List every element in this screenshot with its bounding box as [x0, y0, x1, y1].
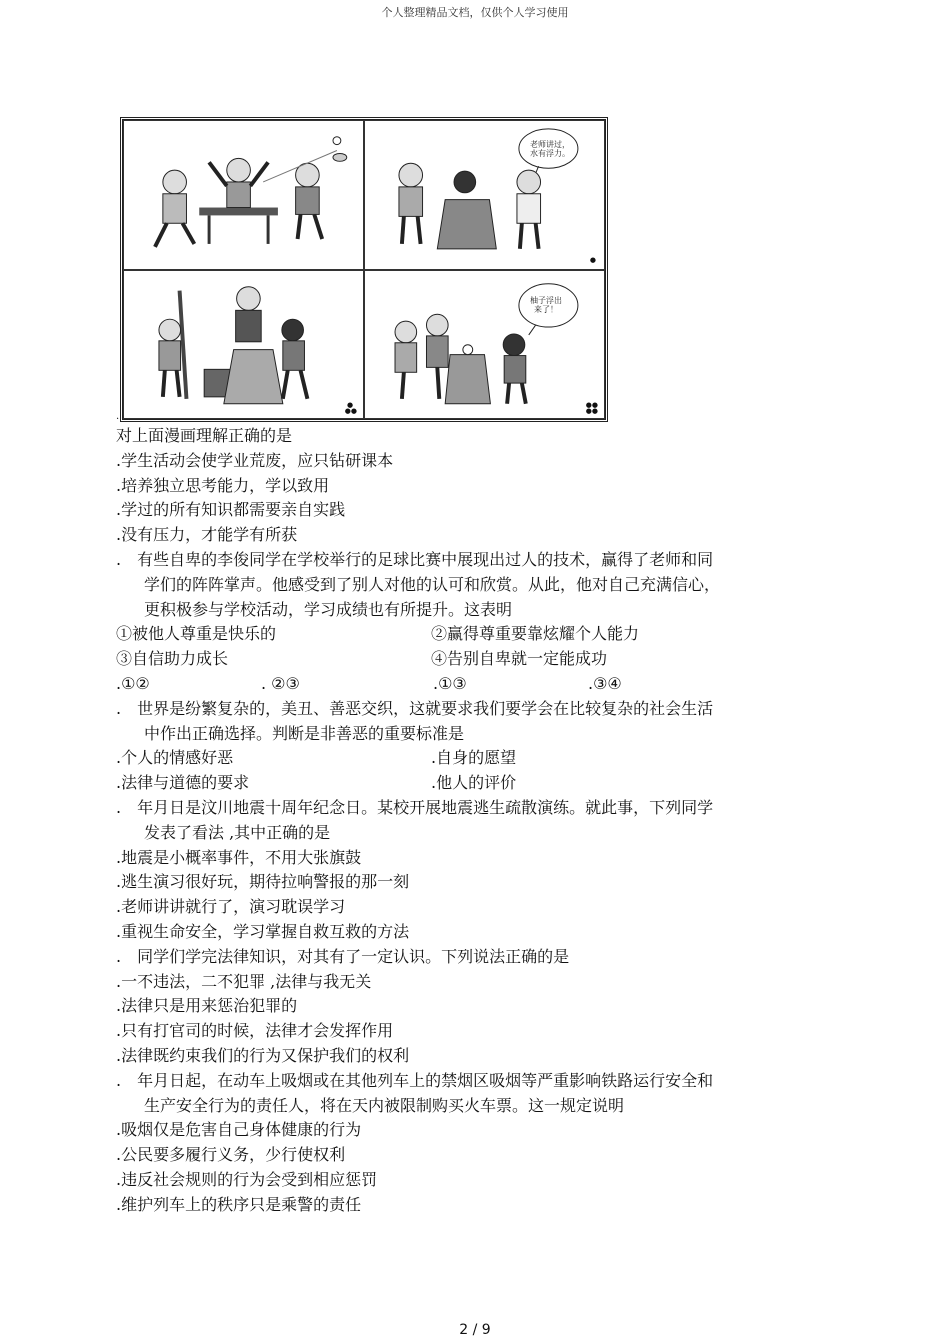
q3-option-c: .法律与道德的要求 [116, 773, 250, 793]
q2-stem-line-3: 更积极参与学校活动，学习成绩也有所提升。这表明 [144, 599, 513, 619]
panel-4-dot-marker: ●● ●● [585, 401, 598, 415]
q3-stem-line-1: . 世界是纷繁复杂的，美丑、善恶交织，这就要求我们要学会在比较复杂的社会生活 [116, 698, 714, 718]
comic-strip [120, 117, 608, 422]
q2-option-b: . ②③ [261, 673, 300, 693]
q2-statement-2: ②赢得尊重要靠炫耀个人能力 [431, 624, 640, 644]
panel-3-dot-marker: ● ●● [344, 401, 357, 415]
comic-panel-3-drawing [124, 271, 363, 419]
q6-stem-line-2: 生产安全行为的责任人，将在天内被限制购买火车票。这一规定说明 [144, 1095, 625, 1115]
q6-option-c: .违反社会规则的行为会受到相应惩罚 [116, 1169, 378, 1189]
q2-options-row [116, 672, 806, 697]
speech-bubble-1: 老师讲过， 水有浮力。 [530, 140, 570, 158]
q3-stem-line-2: 中作出正确选择。判断是非善恶的重要标准是 [144, 723, 465, 743]
q1-option-c: .学过的所有知识都需要亲自实践 [116, 500, 346, 520]
q3-option-b: .自身的愿望 [431, 748, 517, 768]
comic-panel-1 [123, 120, 364, 270]
q1-option-d: .没有压力，才能学有所获 [116, 525, 298, 545]
q2-option-c: .①③ [433, 673, 467, 693]
q4-option-a: .地震是小概率事件，不用大张旗鼓 [116, 847, 362, 867]
q6-option-a: .吸烟仅是危害自己身体健康的行为 [116, 1120, 362, 1140]
q3-options-row-1 [116, 746, 806, 771]
speech-bubble-2: 柚子浮出 来了！ [530, 295, 562, 314]
q2-statements-row-1 [116, 622, 806, 647]
q6-option-d: .维护列车上的秩序只是乘警的责任 [116, 1194, 362, 1214]
q3-option-d: .他人的评价 [431, 773, 517, 793]
q2-statement-1: ①被他人尊重是快乐的 [116, 624, 277, 644]
q5-option-b: .法律只是用来惩治犯罪的 [116, 996, 298, 1016]
q1-option-b: .培养独立思考能力，学以致用 [116, 475, 330, 495]
q6-stem-line-1: . 年月日起，在动车上吸烟或在其他列车上的禁烟区吸烟等严重影响铁路运行安全和 [116, 1070, 714, 1090]
q4-option-c: .老师讲讲就行了，演习耽误学习 [116, 897, 346, 917]
q2-statements-row-2 [116, 647, 806, 672]
q4-stem-line-2: 发表了看法 ,其中正确的是 [144, 822, 331, 842]
comic-panel-4-drawing [365, 271, 604, 419]
q2-statement-4: ④告别自卑就一定能成功 [431, 649, 608, 669]
page-header: 个人整理精品文档，仅供个人学习使用 [381, 6, 569, 19]
q4-option-b: .逃生演习很好玩，期待拉响警报的那一刻 [116, 872, 410, 892]
q1-option-a: .学生活动会使学业荒废，应只钻研课本 [116, 450, 394, 470]
q3-option-a: .个人的情感好恶 [116, 748, 234, 768]
q3-options-row-2 [116, 771, 806, 796]
q2-option-a: .①② [116, 673, 150, 693]
comic-panel-4 [364, 270, 605, 420]
stray-dot: . [116, 411, 120, 422]
q5-stem: . 同学们学完法律知识，对其有了一定认识。下列说法正确的是 [116, 946, 570, 966]
q4-stem-line-1: . 年月日是汶川地震十周年纪念日。某校开展地震逃生疏散演练。就此事，下列同学 [116, 797, 714, 817]
comic-panel-3 [123, 270, 364, 420]
q2-stem-line-2: 学们的阵阵掌声。他感受到了别人对他的认可和欣赏。从此，他对自己充满信心， [144, 574, 721, 594]
panel-2-dot-marker: ● [589, 255, 596, 264]
question-content [116, 410, 806, 1218]
q2-stem-line-1: . 有些自卑的李俊同学在学校举行的足球比赛中展现出过人的技术，赢得了老师和同 [116, 549, 714, 569]
page-number: 2 / 9 [459, 1322, 491, 1338]
q6-option-b: .公民要多履行义务，少行使权利 [116, 1145, 346, 1165]
comic-panel-1-drawing [124, 121, 363, 269]
q5-option-a: .一不违法，二不犯罪 ,法律与我无关 [116, 971, 372, 991]
q4-option-d: .重视生命安全，学习掌握自救互救的方法 [116, 921, 410, 941]
q5-option-d: .法律既约束我们的行为又保护我们的权利 [116, 1045, 410, 1065]
q1-stem: 对上面漫画理解正确的是 [116, 426, 293, 445]
q2-option-d: .③④ [588, 673, 622, 693]
comic-panel-2 [364, 120, 605, 270]
q5-option-c: .只有打官司的时候，法律才会发挥作用 [116, 1021, 394, 1041]
q2-statement-3: ③自信助力成长 [116, 649, 229, 669]
